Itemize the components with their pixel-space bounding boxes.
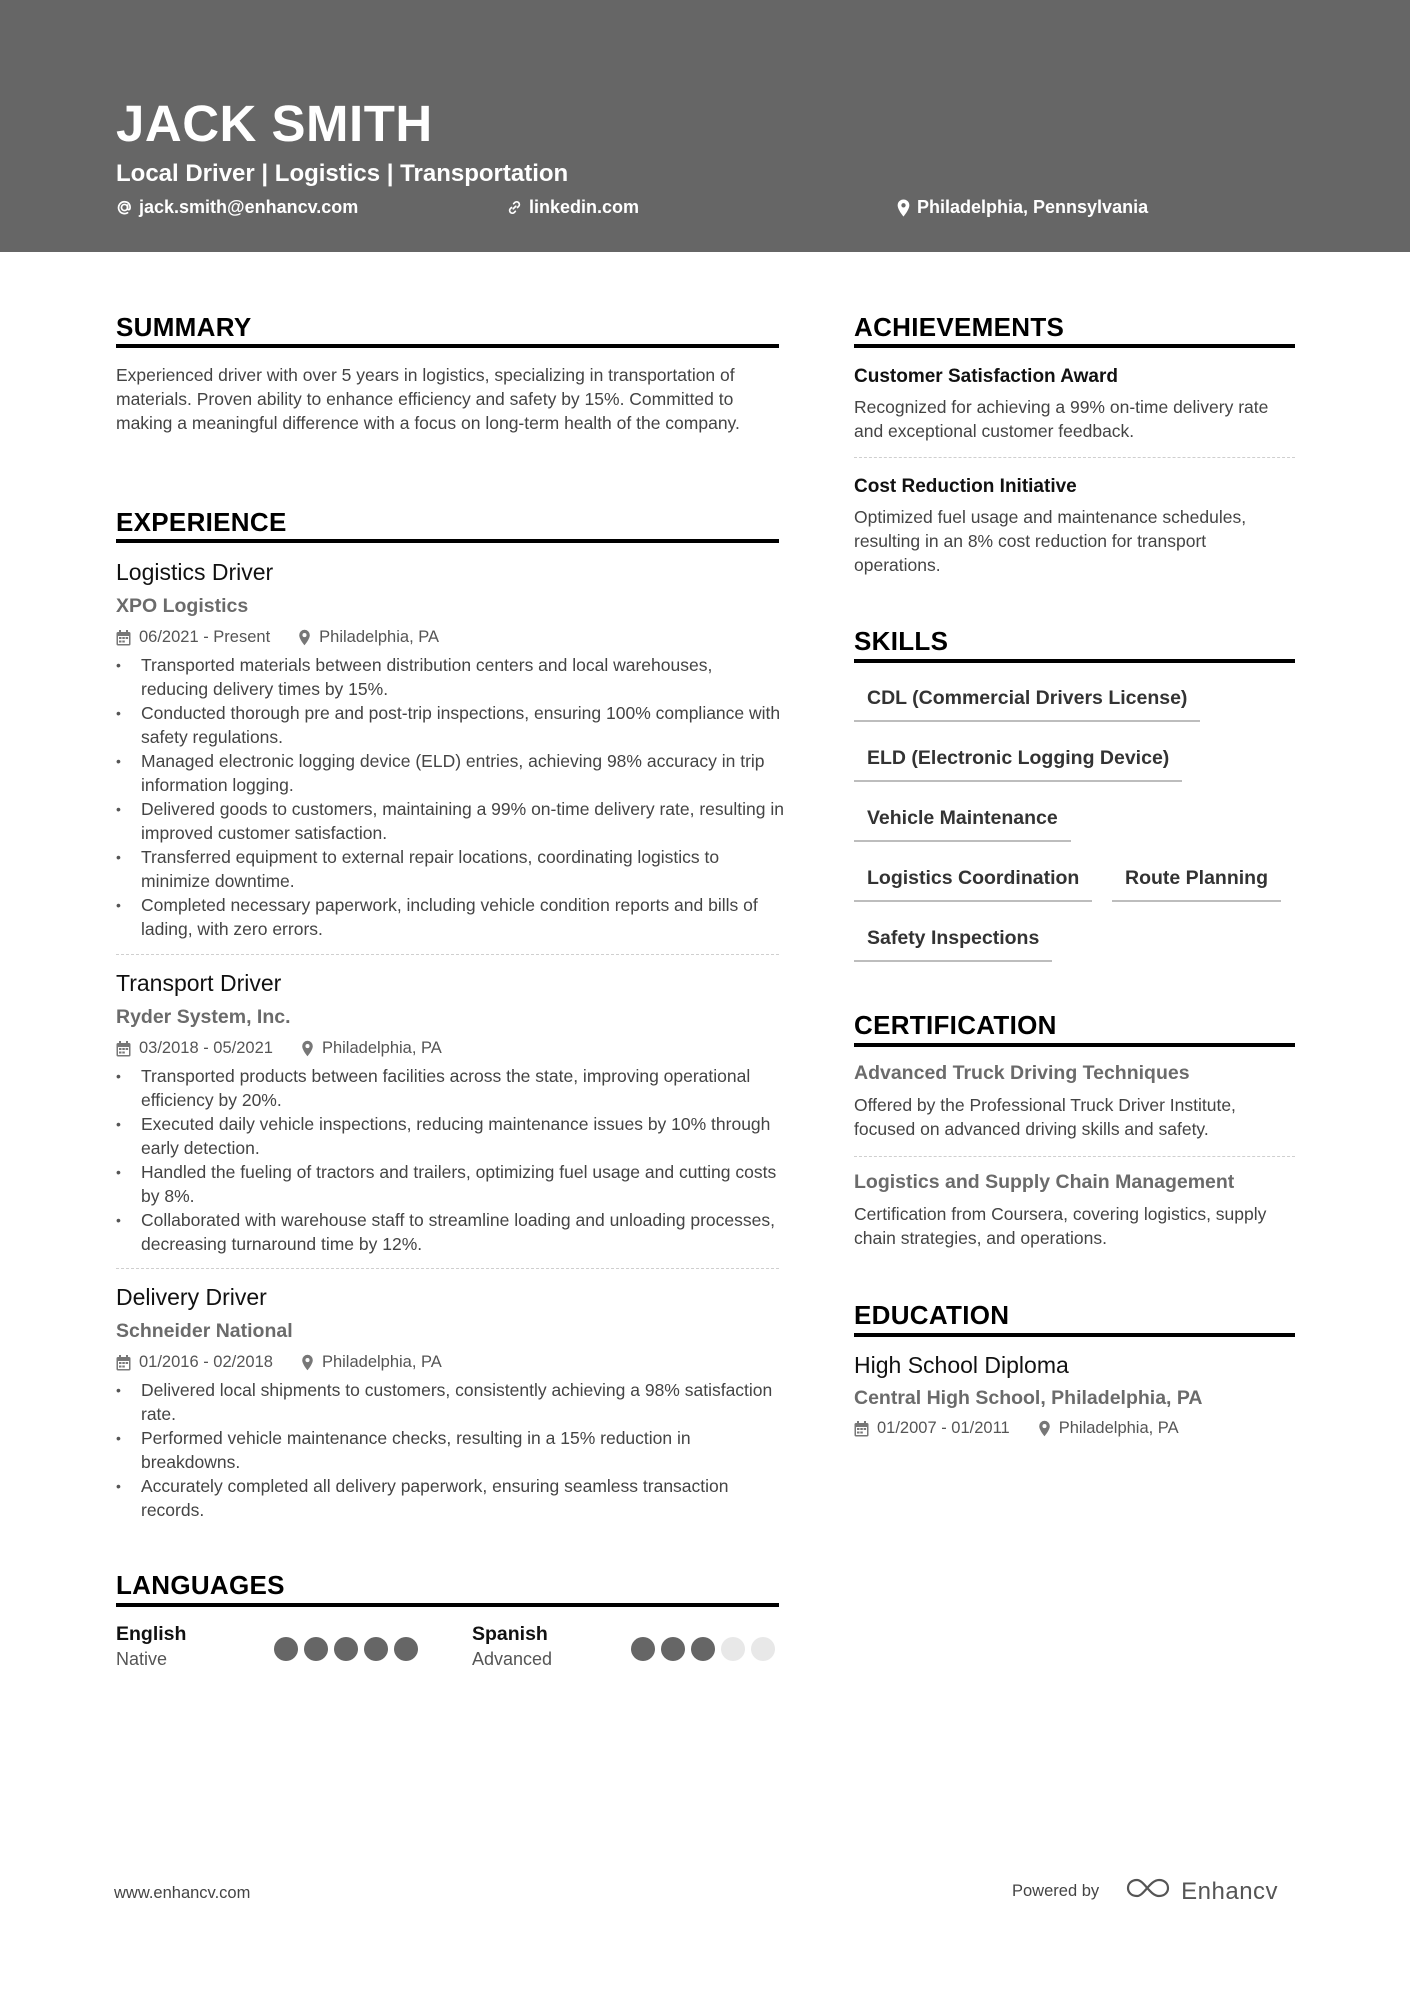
skills-heading: SKILLS [854,626,949,656]
job-dates: 01/2016 - 02/2018 [139,1353,273,1371]
email-text: jack.smith@enhancv.com [139,197,359,217]
achievements-heading: ACHIEVEMENTS [854,312,1065,342]
education-dates: 01/2007 - 01/2011 [877,1419,1010,1437]
job-bullet: • Handled the fueling of tractors and trailers, optimizing fuel usage and cutting costs by 8%. [116,1160,784,1208]
job-title: Delivery Driver [116,1284,267,1310]
certification-divider [854,1043,1295,1047]
languages-heading: LANGUAGES [116,1570,285,1600]
language-level: Native [116,1649,168,1669]
job-meta [116,628,439,647]
rating-dot-filled [691,1637,715,1661]
footer-website-link[interactable]: www.enhancv.com [114,1884,251,1902]
job-location: Philadelphia, PA [321,1353,442,1371]
language-rating [631,1637,775,1661]
achievements-divider [854,344,1295,348]
map-pin-icon [896,199,911,217]
job-separator [116,1268,779,1269]
job-bullet: • Transported products between facilities across the state, improving operational efficiency by 20%. [116,1064,784,1112]
enhancv-logo[interactable] [1125,1876,1278,1907]
language-rating [274,1637,418,1661]
achievement-title: Customer Satisfaction Award [854,366,1118,387]
job-bullet: • Performed vehicle maintenance checks, resulting in a 15% reduction in breakdowns. [116,1426,784,1474]
calendar-icon [116,630,139,646]
skill-tag: Route Planning [1112,867,1281,902]
skill-tag: CDL (Commercial Drivers License) [854,687,1200,722]
rating-dot-filled [631,1637,655,1661]
skill-tag: Safety Inspections [854,927,1052,962]
candidate-name: JACK SMITH [116,95,433,152]
skill-tag: Vehicle Maintenance [854,807,1071,842]
contact-linkedin[interactable] [506,197,639,218]
job-bullet: • Transferred equipment to external repair locations, coordinating logistics to minimize downtime. [116,845,784,893]
skill-tag: Logistics Coordination [854,867,1092,902]
map-pin-icon [301,1040,322,1057]
skill-tag: ELD (Electronic Logging Device) [854,747,1182,782]
job-location: Philadelphia, PA [321,1039,442,1057]
language-name: English [116,1623,187,1645]
achievement-text: Optimized fuel usage and maintenance schedules, resulting in an 8% cost reduction for transport operations. [854,507,1247,575]
certification-title: Logistics and Supply Chain Management [854,1171,1235,1193]
summary-divider [116,344,779,348]
job-dates: 03/2018 - 05/2021 [139,1039,273,1057]
job-bullet: • Conducted thorough pre and post-trip inspections, ensuring 100% compliance with safety regulations. [116,701,784,749]
link-icon [506,199,523,216]
job-bullets [116,1378,784,1522]
job-title: Logistics Driver [116,559,274,585]
map-pin-icon [1038,1420,1059,1437]
job-title: Transport Driver [116,970,282,996]
language-name: Spanish [472,1623,548,1645]
certification-heading: CERTIFICATION [854,1010,1057,1040]
job-company: Ryder System, Inc. [116,1006,291,1028]
job-bullet: • Delivered goods to customers, maintaining a 99% on-time delivery rate, resulting in improved customer satisfaction. [116,797,784,845]
achievement-separator [854,457,1295,458]
job-separator [116,954,779,955]
calendar-icon [854,1421,877,1437]
summary-text: Experienced driver with over 5 years in logistics, specializing in transportation of materials. Proven ability to enhance efficiency and safety by 15%. Committed to making a meaningful difference with a focus on long-term health of the company. [116,365,740,433]
map-pin-icon [301,1354,322,1371]
job-meta [116,1353,442,1372]
at-sign-icon [116,199,133,216]
job-meta [116,1039,442,1058]
rating-dot-filled [661,1637,685,1661]
brand-name: Enhancv [1181,1877,1279,1905]
job-bullet: • Collaborated with warehouse staff to streamline loading and unloading processes, decreasing turnaround time by 12%. [116,1208,784,1256]
job-bullet: • Accurately completed all delivery paperwork, ensuring seamless transaction records. [116,1474,784,1522]
achievement-title: Cost Reduction Initiative [854,476,1077,497]
rating-dot-empty [751,1637,775,1661]
education-meta [854,1419,1179,1438]
job-bullet: • Managed electronic logging device (ELD) entries, achieving 98% accuracy in trip information logging. [116,749,784,797]
rating-dot-empty [721,1637,745,1661]
job-bullets [116,653,784,941]
certification-text: Offered by the Professional Truck Driver Institute, focused on advanced driving skills and safety. [854,1095,1236,1139]
contact-email[interactable] [116,197,358,218]
job-bullet: • Executed daily vehicle inspections, reducing maintenance issues by 10% through early detection. [116,1112,784,1160]
experience-divider [116,539,779,543]
candidate-headline: Local Driver | Logistics | Transportation [116,160,569,187]
experience-heading: EXPERIENCE [116,507,287,537]
powered-by-text: Powered by [1012,1882,1100,1900]
location-text: Philadelphia, Pennsylvania [917,197,1149,217]
map-pin-icon [298,629,319,646]
rating-dot-filled [304,1637,328,1661]
contact-location [896,197,1148,218]
linkedin-text: linkedin.com [529,197,640,217]
education-location: Philadelphia, PA [1058,1419,1179,1437]
job-dates: 06/2021 - Present [139,628,271,646]
infinity-logo-icon [1125,1876,1171,1907]
certification-text: Certification from Coursera, covering logistics, supply chain strategies, and operations. [854,1204,1267,1248]
education-heading: EDUCATION [854,1300,1010,1330]
rating-dot-filled [394,1637,418,1661]
certification-title: Advanced Truck Driving Techniques [854,1062,1190,1084]
job-company: Schneider National [116,1320,293,1342]
certification-separator [854,1156,1295,1157]
languages-divider [116,1603,779,1607]
education-school: Central High School, Philadelphia, PA [854,1387,1203,1409]
job-company: XPO Logistics [116,595,249,617]
calendar-icon [116,1355,139,1371]
summary-heading: SUMMARY [116,312,252,342]
rating-dot-filled [274,1637,298,1661]
job-bullets [116,1064,784,1256]
job-bullet: • Delivered local shipments to customers, consistently achieving a 98% satisfaction rate. [116,1378,784,1426]
achievement-text: Recognized for achieving a 99% on-time delivery rate and exceptional customer feedback. [854,397,1269,441]
rating-dot-filled [364,1637,388,1661]
footer-branding [1012,1876,1278,1907]
job-location: Philadelphia, PA [319,628,440,646]
education-degree: High School Diploma [854,1352,1069,1378]
job-bullet: • Completed necessary paperwork, including vehicle condition reports and bills of lading, with zero errors. [116,893,784,941]
skills-divider [854,659,1295,663]
calendar-icon [116,1041,139,1057]
education-divider [854,1333,1295,1337]
job-bullet: • Transported materials between distribution centers and local warehouses, reducing delivery times by 15%. [116,653,784,701]
language-level: Advanced [472,1649,553,1669]
rating-dot-filled [334,1637,358,1661]
